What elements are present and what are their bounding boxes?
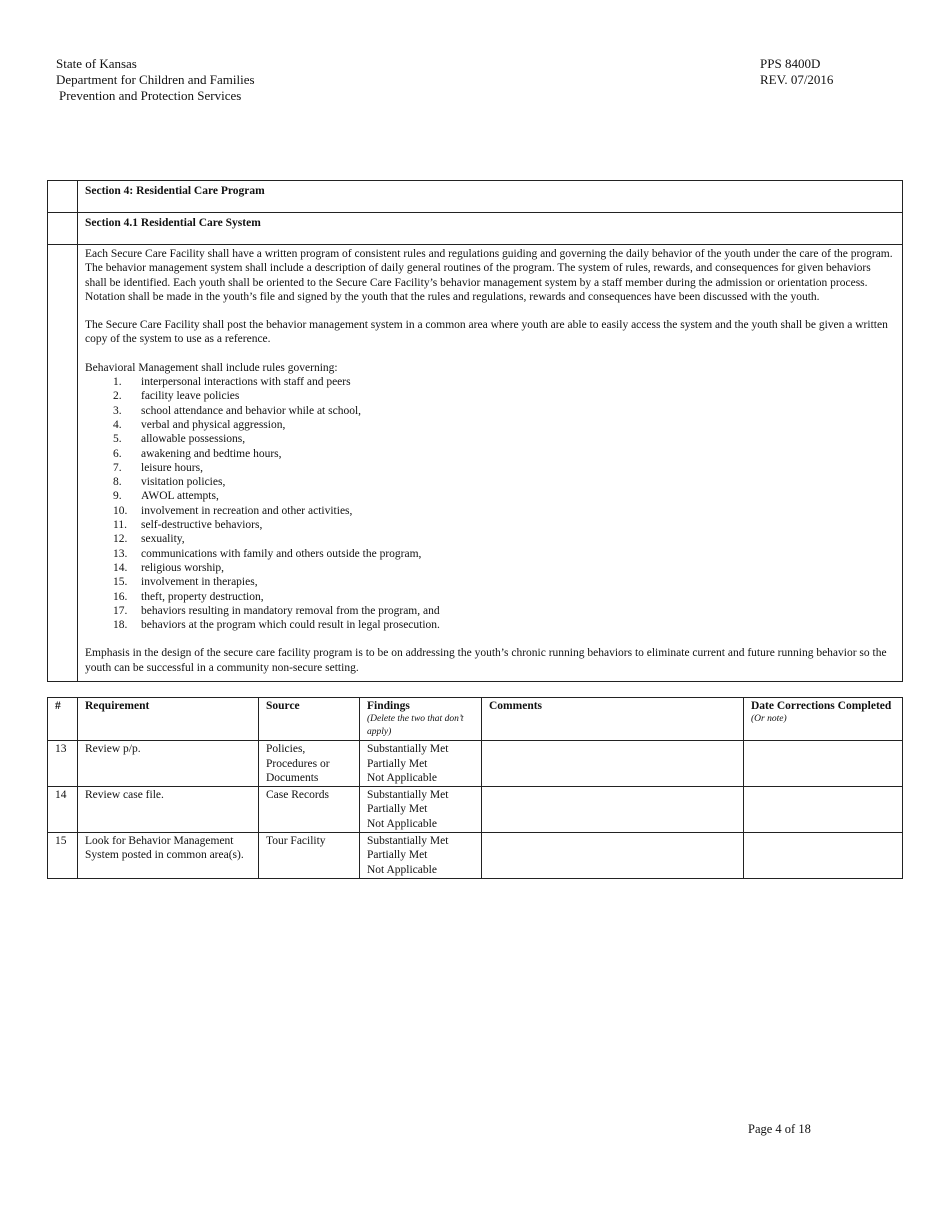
section-table: [47, 180, 903, 682]
requirements-table: [47, 697, 903, 879]
list-item: 4. verbal and physical aggression,: [113, 418, 286, 431]
row-findings[interactable]: Substantially Met Partially Met Not Applicable: [360, 833, 482, 879]
list-item: 7. leisure hours,: [113, 461, 203, 474]
list-item: 12. sexuality,: [113, 533, 185, 546]
row-source: Tour Facility: [259, 833, 360, 879]
list-item: 11. self-destructive behaviors,: [113, 519, 263, 532]
list-intro: Behavioral Management shall include rules governing:: [85, 361, 338, 374]
rules-list: [85, 375, 895, 632]
row-findings[interactable]: Substantially Met Partially Met Not Applicable: [360, 741, 482, 787]
list-item: 8. visitation policies,: [113, 476, 226, 489]
list-item: 15. involvement in therapies,: [113, 576, 258, 589]
section-title: Section 4: Residential Care Program: [78, 181, 903, 213]
row-comments[interactable]: [482, 741, 744, 787]
row-requirement: Look for Behavior Management System posted in common area(s).: [78, 833, 259, 879]
table-row: [48, 833, 903, 879]
header-revision: REV. 07/2016: [760, 72, 834, 87]
list-item: 13. communications with family and others outside the program,: [113, 547, 422, 560]
list-item: 10. involvement in recreation and other activities,: [113, 504, 353, 517]
list-item: 1. interpersonal interactions with staff and peers: [113, 376, 351, 389]
date-note: (Or note): [751, 714, 787, 725]
header-form-number: PPS 8400D: [760, 56, 821, 71]
row-requirement: Review case file.: [78, 787, 259, 833]
col-header-requirement: Requirement: [78, 698, 259, 741]
row-comments[interactable]: [482, 787, 744, 833]
row-num: 14: [48, 787, 78, 833]
row-findings[interactable]: Substantially Met Partially Met Not Applicable: [360, 787, 482, 833]
list-item: 16. theft, property destruction,: [113, 590, 264, 603]
col-header-comments: Comments: [482, 698, 744, 741]
row-source: Policies, Procedures or Documents: [259, 741, 360, 787]
list-item: 18. behaviors at the program which could result in legal prosecution.: [113, 619, 440, 632]
header-state: State of Kansas: [56, 56, 137, 71]
paragraph-2: The Secure Care Facility shall post the behavior management system in a common area where youth are able to easily access the system and the youth shall be given a written copy of the system to use as a reference.: [85, 319, 888, 346]
header-department: Department for Children and Families: [56, 72, 255, 87]
paragraph-1: Each Secure Care Facility shall have a written program of consistent rules and regulations guiding and governing the daily behavior of the youth under the care of the program. The behavior management system shall include a description of daily general routines of the program. The system of rules, rewards, and consequences for given behaviors shall be identified. Each youth shall be oriented to the Secure Care Facility’s behavior management system by a staff member during the admission or orientation process. Notation shall be made in the youth’s file and signed by the youth that the rules and regulations, rewards and consequences have been discussed with the youth.: [85, 248, 893, 303]
header-division: Prevention and Protection Services: [59, 88, 242, 103]
row-date[interactable]: [744, 741, 903, 787]
paragraph-3: Emphasis in the design of the secure care facility program is to be on addressing the youth’s chronic running behaviors to eliminate current and future running behavior so the youth can be successful in a community non-secure setting.: [85, 647, 887, 674]
header-right: [760, 56, 833, 88]
section-body-row: [48, 245, 903, 682]
header-left: [56, 56, 255, 104]
section-subtitle-row: [48, 213, 903, 245]
list-item: 17. behaviors resulting in mandatory removal from the program, and: [113, 604, 440, 617]
row-comments[interactable]: [482, 833, 744, 879]
list-item: 6. awakening and bedtime hours,: [113, 447, 282, 460]
section-body: [78, 245, 903, 682]
table-row: [48, 787, 903, 833]
row-date[interactable]: [744, 833, 903, 879]
list-item: 5. allowable possessions,: [113, 433, 246, 446]
row-requirement: Review p/p.: [78, 741, 259, 787]
table-row: [48, 741, 903, 787]
list-item: 2. facility leave policies: [113, 390, 240, 403]
section-title-row: [48, 181, 903, 213]
row-source: Case Records: [259, 787, 360, 833]
findings-note: (Delete the two that don’t apply): [367, 714, 464, 738]
row-date[interactable]: [744, 787, 903, 833]
table-header-row: [48, 698, 903, 741]
list-item: 14. religious worship,: [113, 561, 225, 574]
col-header-date: Date Corrections Completed (Or note): [744, 698, 903, 741]
col-header-findings: Findings (Delete the two that don’t apply): [360, 698, 482, 741]
col-header-num: #: [48, 698, 78, 741]
list-item: 9. AWOL attempts,: [113, 490, 219, 503]
col-header-source: Source: [259, 698, 360, 741]
section-subtitle: Section 4.1 Residential Care System: [78, 213, 903, 245]
page-number: Page 4 of 18: [748, 1122, 811, 1136]
list-item: 3. school attendance and behavior while at school,: [113, 404, 362, 417]
row-num: 13: [48, 741, 78, 787]
row-num: 15: [48, 833, 78, 879]
